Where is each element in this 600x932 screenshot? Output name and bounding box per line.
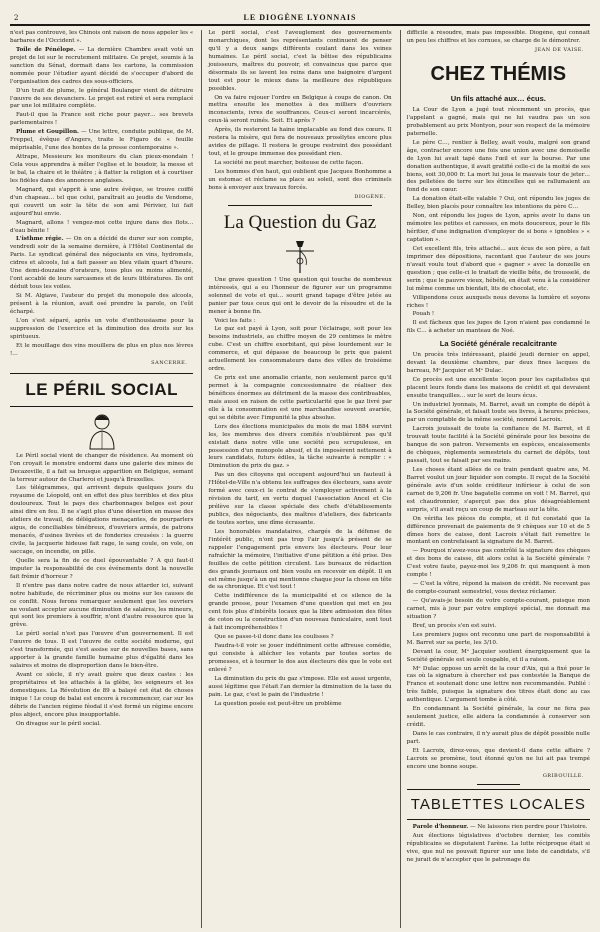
signature: GRIBOUILLE. — [542, 772, 584, 779]
paragraph: Cette indifférence de la municipalité et ce silence de la grande presse, pour l'examen d'une question qui met en jeu cent fois plus d'intérêts locaux que la libre admission des fêtes de coton ou la construction d'un nouveau funiculaire, sont tout à fait incompréhensibles ! — [208, 593, 392, 632]
headline-peril-social: LE PÉRIL SOCIAL — [10, 373, 193, 407]
gas-lamp-icon — [280, 239, 320, 275]
paragraph: D'un trait de plume, le général Boulanger vient de détruire l'œuvre de ses devanciers. Le projet est retiré et sera remplacé par une loi militaire complète. — [10, 87, 194, 110]
paragraph: — Qu'avais-je besoin de votre compte-courant, puisque mon carnet, mis à jour par votre employé spécial, me donnait ma situation ? — [406, 598, 590, 620]
paragraph: — C'est la vôtre, répond la maison de crédit. Ne recevant pas de compte-courant semestriel, vous deviez réclamer. — [406, 581, 590, 596]
paragraph: On va faire rejouer l'ordre en Belgique à coups de canon. On mettra ensuite les menottes à des milliers d'ouvriers inconscients, ivres de souffrances. Ceux-ci seront incarcérés, ceux-là seront ruinés. Soit. Et après ? — [208, 94, 392, 125]
paragraph: Bref, un procès s'en est suivi. — [412, 622, 497, 629]
paragraph: La société ne peut marcher, boiteuse de cette façon. — [214, 160, 363, 166]
article-toile — [10, 47, 193, 87]
paragraph: Un industriel lyonnais, M. Barret, avait un compte de dépôt à la Société générale, et faisait toute ses livres, à heures précises, par un comptable de la même société, nommé Lacroix. — [406, 401, 590, 424]
paragraph: Les hommes d'en haut, qui oublient que Jacques Bonhomme a un estomac et réclame sa place au soleil, sont des criminels bons à envoyer aux travaux forcés. — [208, 168, 392, 191]
paragraph: Magnard, allons ! vengez-moi cette injure dans des flots… d'eau bénite ! — [10, 219, 194, 234]
headline-question-gaz: La Question du Gaz — [223, 211, 377, 233]
paragraph: En condamnant la Société générale, la cour ne fera pas seulement justice, elle aidera la condamnée à conserver son crédit. — [406, 706, 590, 729]
paragraph: Magnard, qui s'apprit à une autre évêque, se trouve coiffé d'un chapeau… tel que celui, paraîtrait au jeudis de Vendome, qui couvrit un soir la tête de son ami Périvier, lui fait aujourd'hui envie. — [10, 186, 194, 217]
paragraph: Le Péril social vient de changer de résidence. Au moment où l'on croyait le monstre endormi dans une galerie des mines de Decazeville, il a fait sa brusque apparition en Belgique, semant la terreur autour de Charleroi et jusqu'à Bruxelles. — [10, 452, 194, 483]
paragraph: Lacroix jouissait de toute la confiance de M. Barret, et il trouvait toute facilité à la Société générale pour les besoins de banque de son patron. Versements en espèces, encaissements de chèques, règlements semestriels du carnet de dépôts, tout passait, tout se faisait par ses mains. — [406, 426, 590, 465]
paragraph: La Cour de Lyon a jugé tout récemment un procès, que l'appelant a gagné, mais qui ne lui vaudra pas un sou probablement au prix Montyon, pour son respect de la mémoire paternelle. — [406, 107, 590, 137]
paragraph: Une grave question ! Une question qui touche de nombreux intéressés, qui a eu l'honneur de figurer sur un programme solennel de vote et qui… sourit grand tapage d'être jetée au panier par tous ceux qui ont le devoir de la résoudre et de la mener à bonne fin. — [208, 276, 392, 315]
headline-tablettes-locales: TABLETTES LOCALES — [407, 789, 590, 820]
paragraph: difficile à résoudre, mais pas impossible. Diogène, qui connaît un peu les chiffres et les cornues, se charge de le démontrer. — [406, 30, 590, 44]
subheading-fils: Un fils attaché aux… écus. — [450, 94, 546, 104]
divider — [477, 784, 520, 785]
paragraph: Que se passe-t-il donc dans les coulisses ? — [214, 634, 334, 641]
column-right — [400, 30, 590, 928]
paragraph: — Pourquoi n'avez-vous pas contrôlé la signature des chèques et des bons de caisse, dit alors celui à la Société générale ? C'est votre faute, payez-moi les 9,206 fr. qui manquent à mon compte ! — [406, 548, 590, 579]
paragraph: Lors des élections municipales du mois de mai 1884 survint les, les membres des divers comités n'oublièrent pas qu'il existait dans notre ville une société peu scrupuleuse, en possession d'un monopole abusif, et ils imposèrent nettement à leurs candidats, futurs édiles, la tâche suivante à remplir : « Diminution du prix du gaz. » — [208, 423, 392, 470]
paragraph: Et Lacroix, direz-vous, que devient-il dans cette affaire ? Lacroix se promène, tout étonné qu'on ne lui ait pas trempé encore une bonne soupe. — [406, 747, 590, 770]
paragraph: La donation était-elle valable ? Oui, ont répondu les juges de Belley, bien placés pour connaître les intentions du père C… — [406, 196, 590, 211]
headline-chez-themis: CHEZ THÉMIS — [430, 62, 567, 85]
bust-illustration-icon — [84, 411, 120, 451]
paragraph: On vérifia les pièces du compte, et il fut constaté que la différence provenait de paiements de 9 chèques sur 10 et de 5 dîmes hors de caisse, dont Lacroix s'était fait remettre le montant en contrefaisant la signature de M. Barret. — [406, 515, 590, 546]
paragraph: Après, ils resteront la haine implacable au fond des cœurs. Il restera la misère, qui fera de nouveaux prosélytes encore plus avides de pillage. Il restera le groupe restreint des possédant tout, et le groupe immense des possédant rien. — [208, 127, 392, 158]
paragraph: Ce prix est une anomalie criante, non seulement parce qu'il permet à la compagnie concessionnaire de réaliser des bénéfices énormes au détriment de la masse des contribuables, mais aussi en raison de cette particularité que le gaz livré par elle à la consommation est une marchandise souvent avariée, qui se débite avec l'impunité la plus absolue. — [208, 375, 392, 421]
paragraph: On divague sur le péril social. — [16, 720, 101, 727]
paragraph: — La dernière Chambre avait voté un projet de loi sur le recrutement militaire. Ce projet, soumis à la sanction du Sénat, dormait dans les cartons, la commission nommée pour l'étudier ayant décidé de s'occuper d'abord de l'organisation des cadres des sous-officiers. — [10, 46, 194, 85]
article-heading: Parole d'honneur. — [412, 824, 469, 831]
paragraph: Il est fâcheux que les juges de Lyon n'aient pas condamné le fils C… à acheter un manteau de Noé. — [406, 320, 590, 335]
paragraph: La question posée est peut-être un problème — [214, 700, 342, 707]
paragraph: Faudra-t-il voir se jouer indéfiniment cette affreuse comédie, qui consiste à allécher les votants par toutes sortes de promesses, et à tourner le dos aux électeurs dès que le vote est enlevé ? — [208, 643, 392, 673]
paragraph: Avant ce siècle, il n'y avait guère que deux castes : les propriétaires et les attachés à la glèbe, les seigneurs et les domestiques. La Révolution de 89 a balayé cet état de choses inique ! Le coup de balai est encore à recommencer, car sur les débris de l'ancien régime féodal il s'est formé un régime encore plus abject, encore plus insupportable. — [10, 672, 194, 718]
paragraph: Le péril social, c'est l'aveuglement des gouvernements monarchiques, dont les représentants continuent de penser qu'il y a deux sangs différents coulant dans les veines humaines. Le péril social, c'est la bêtise des républicains jouisseurs, maîtres du pouvoir, et convaincus que parce que désormais ils se lavent les reins dans une baignoire d'argent tout est pour le mieux dans la meilleure des républiques possibles. — [208, 30, 392, 92]
paragraph: Quelle sera la fin de ce duel épouvantable ? A qui faut-il imputer la responsabilité de ces événements dont la nouvelle fait frémir d'horreur ? — [10, 557, 194, 580]
paragraph: Aux élections législatives d'octobre dernier, les comités républicains se disputaient l'arène. La lutte réciproque était si vive, que nul ne pouvait figurer sur une liste de candidats, s'il ne jurait de n'accepter que le patronage du — [406, 833, 590, 863]
signature: SANCERRE. — [151, 359, 188, 366]
paragraph: Dans le cas contraire, il n'y aurait plus de dépôt possible nulle part. — [406, 731, 590, 745]
paragraph: Pas un des citoyens qui occupent aujourd'hui un fauteuil à l'Hôtel-de-Ville n'a obtenu les suffrages des électeurs, sans avoir formé avec ceux-ci le contrat de s'employer activement à la révision du tarif, en vertu duquel l'association Ancel et Cie prélève sur la classe spéciale des chefs d'établissements publics, des négociants, des maîtres d'ateliers, des fabricants de toutes sortes, une dîme écrasante. — [208, 472, 392, 526]
masthead — [10, 0, 590, 26]
divider — [228, 205, 371, 206]
article-heading: Toile de Pénélope. — [16, 46, 76, 53]
paragraph: — On on a décidé de durer sur son compte, vendredi soir de la semaine dernière, à l'Hôtel Continental de Paris. Le syndicat général des négociants en vins, hydromels, cidres et alcools, lui a fait passer au bleu vilain quart d'heure. Une demi-douzaine d'orateurs, tous plus ou moins alimenté, l'ont accablé de leurs sarcasmes et de leurs littératures. Ils ont déduit tous les voiles. — [10, 236, 194, 291]
paragraph: Pouah ! — [412, 311, 435, 318]
paragraph: Les honorables mandataires, chargés de la défense de l'intérêt public, n'ont pas trop l'air jusqu'à présent de se rappeler l'engagement pris envers les électeurs. Pour leur rafraîchir la mémoire, l'initiative d'une pétition a été prise. Des feuilles de cette pétition circulent. Les bureaux de rédaction des grands journaux ont bien voulu en recevoir en dépôt. Il en est même jusqu'à un qui mentionne chaque jour la chose en tête de sa chronique. Et c'est tout ! — [208, 528, 392, 591]
paragraph: Les télégrammes, qui arrivent depuis quelques jours du royaume de Léopold, ont en effet des plus terribles et des plus douloureux. Tout le pays des charbonnages belges est pour ainsi dire en feu. Il ne s'agit plus d'une désertion en masse des ateliers de travail, de délégations menaçantes, de pourparlers aigus, de conciliables ténébreux, d'ouvriers armés, de patrons menacés, d'usines livrées et de fonderies creusées : la guerre civile, la jacquerie hideuse fait rage, le sang coule, on vole, on saccage, on incendie, on pille. — [10, 485, 194, 555]
paragraph: Le péril social n'est pas l'œuvre d'un gouvernement. Il est l'œuvre de tous. Il est l'œuvre de cette société moderne, qui s'est transformée, qui s'est assise sur de nouvelles bases, sans apporter à la grande famille humaine plus d'égalité dans les salaires et moins de disproportion dans le bien-être. — [10, 631, 194, 670]
paragraph: Le père C…, rentier à Belley, avait voulu, malgré son grand âge, contracter encore une fois une union avec une demoiselle de Lyon lui avait tapé dans l'œil et sur la bourse. Par une donation authentique, il avait gratifié celle-ci de la moitié de ses biens, soit 30,000 fr. La mort lui joua le mauvais tour de jeter… des pelletées de terre sur les étincelles qui se rallumaient au fond de son cœur. — [406, 139, 590, 194]
column-middle — [201, 30, 391, 928]
article-plume — [10, 129, 193, 153]
paragraph: Ce procès est une excellente leçon pour les capitalistes qui placent leurs fonds dans les maisons de crédit et qui devraient ensuite tranquilles… sur le sort de leurs écus. — [406, 376, 590, 399]
paragraph: Les premiers juges ont reconnu une part de responsabilité à M. Barret sur sa perte, les 3/10. — [406, 631, 590, 646]
article-heading: Plume et Goupillon. — [16, 129, 79, 136]
article-parole — [407, 824, 590, 832]
paragraph: Attrape, Messieurs les moniteurs du clan pieux-mondain ! Cela vous apprendra à mêler l'eglise et le boudoir, la messe et le bal, la chaire et le théâtre ; à flatter la religion et à courtiser les fidèles dans des annonces anglaises. — [10, 154, 194, 184]
paragraph: Faut-il que la France soit riche pour payer… ses brevets parlementaires ! — [10, 112, 194, 127]
paragraph: Non, ont répondu les juges de Lyon, après avoir lu dans un mémoire les petites et caresses, en mots doucereux, pour le fils héritier, d'une indignation d'employer de si bons « ignobles » « captation ». — [406, 213, 590, 243]
paragraph: La diminution du prix du gaz s'impose. Elle est aussi urgente, aussi légitime que l'était l'an dernier la diminution de la taxe du pain. Le gaz, c'est le pain de l'industrie ! — [208, 675, 392, 698]
article-heading: L'isthme régie. — [16, 236, 64, 243]
article-isthme — [10, 236, 193, 292]
column-left — [10, 30, 193, 928]
paragraph: Mᵉ Dulac oppose un arrêt de la cour d'Aix, qui a fixé pour le cas où la signature à chercher est pas contestée la Banque de France et soutenait donc une lettre non recommandée. Publié : très faible, puisque la signature des titres était donc au cas authentique. L'argument tombe à côté. — [406, 665, 590, 704]
paragraph: Voici les faits : — [214, 317, 256, 324]
paragraph: Le gaz est payé à Lyon, soit pour l'éclairage, soit pour les besoins industriels, au chiffre moyen de 29 centimes le mètre cube. C'est un chiffre exorbitant, qui pèse lourdement sur le commerce, et qui dépasse de beaucoup le prix que paient actuellement les consommateurs dans des villes de troisième ordre. — [208, 326, 392, 373]
signature: JEAN DE VAISE. — [534, 46, 584, 53]
paragraph: n'est pas controuvé, les Chinois ont raison de nous appeler les « barbares de l'Occident ». — [10, 30, 194, 44]
paragraph: Il n'entre pas dans notre cadre de nous attarder ici, suivant notre habitude, de récriminer plus ou moins sur les causes de ce conflit. Nous ferons remarquer seulement que les ouvriers ne voulant accepter aucune diminution de salaires, les mineurs, qui sont les premiers à souffrir, n'ont d'autre ressource que la grève. — [10, 582, 194, 629]
columns — [10, 30, 590, 928]
signature: DIOGÈNE. — [354, 193, 386, 200]
paragraph: Et le mouillage des vins mouillera de plus en plus nos lèvres !… — [10, 342, 194, 357]
paragraph: Les choses étant allées de ce train pendant quatre ans, M. Barret voulut un jour liquider son compte. Il reçut de la Société générale avis d'un solde créditeur inférieur à celui de son carnet de 9,206 fr. Une bagatelle comme on voit ! M. Barret, qui est chaudronnier, s'aperçut pas des plus désagréablement surpris, s'il avait reçu un coup de marteau sur la tête. — [406, 467, 590, 513]
paragraph: Devant la cour, Mᵉ Jacquier soutient énergiquement que la Société générale est seule coupable, et il a raison. — [406, 648, 590, 663]
paragraph: L'on s'est séparé, après un vote d'enthousiasme pour la suppression de l'exercice et la diminution des droits sur les spiritueux. — [10, 317, 194, 340]
paragraph: Si M. Algiave, l'auteur du projet du monopole des alcools, présent à la réunion, avait osé prendre la parole, on l'eût écharpé. — [10, 293, 194, 315]
paragraph: — Ne laissons rien perdre pour l'histoire. — [470, 824, 588, 831]
subheading-societe: La Société générale recalcitrante — [439, 339, 557, 349]
paragraph: Cet excellent fils, très attaché… aux écus de son père, a fait imprimer des dépositions, racontant que l'auteur de ses jours n'avait voulu tout d'abord que « gagner » avec la donzelle en question ; que celle-ci le traitait de vieille bête, de trousselé, de serin ; que le pauvre vieux, hébété, en était venu à la considérer lui même comme un bienfait, lits de chocolat, etc. — [406, 245, 590, 292]
paragraph: Villipendons ceux auxquels nous devons la lumière et soyons riches ! — [406, 294, 590, 309]
page-number: 2 — [14, 14, 19, 22]
newspaper-title: LE DIOGÈNE LYONNAIS — [243, 13, 357, 22]
paragraph: Un procès très intéressant, plaidé jeudi dernier en appel, devant la deuxième chambre, par deux fines lacques du barreau, Mᵉ Jacquier et Mᵉ Dulac. — [406, 351, 590, 374]
paragraph: — Une lettre, conduite publique, de M. Freppel, évêque d'Angers, traite le Figaro de « feuille méprisable, l'une des hontes de la presse contemporaine ». — [10, 129, 194, 152]
